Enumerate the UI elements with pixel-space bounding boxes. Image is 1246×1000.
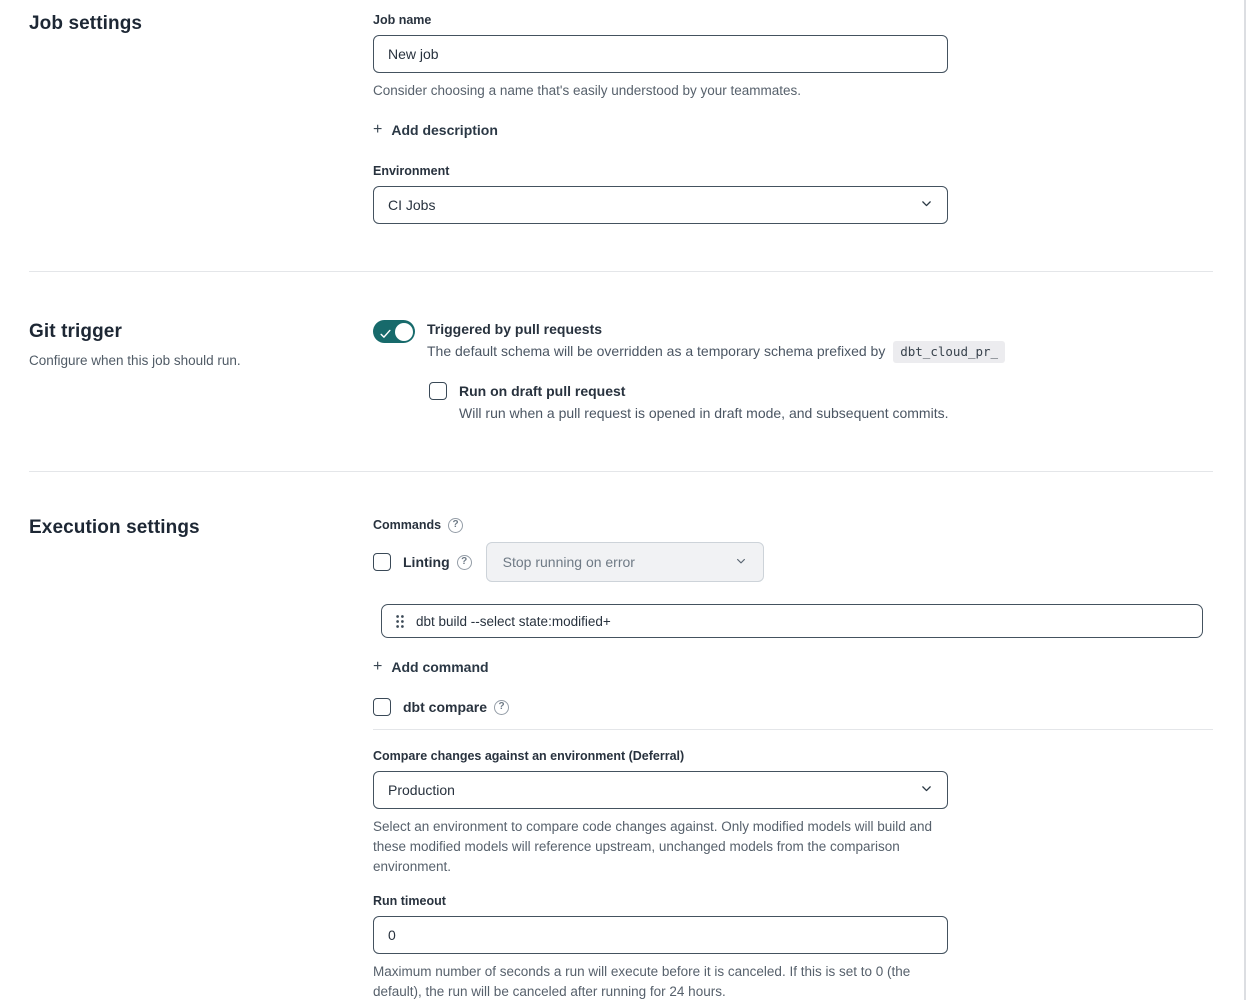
- git-trigger-subtitle: Configure when this job should run.: [29, 353, 241, 368]
- add-command-button[interactable]: [373, 658, 489, 676]
- pr-trigger-row: [373, 320, 1213, 362]
- section-git-trigger: [29, 271, 1213, 471]
- drag-handle-icon[interactable]: [395, 614, 405, 629]
- chevron-down-icon: [920, 197, 933, 213]
- environment-select-value: CI Jobs: [388, 197, 436, 213]
- dbt-compare-checkbox[interactable]: [373, 698, 391, 716]
- plus-icon: +: [373, 658, 383, 675]
- draft-pr-description: Will run when a pull request is opened in draft mode, and subsequent commits.: [459, 405, 949, 421]
- job-name-input[interactable]: [373, 35, 948, 73]
- pr-trigger-text: [427, 320, 1005, 362]
- job-name-helper: Consider choosing a name that's easily understood by your teammates.: [373, 83, 802, 98]
- deferral-helper: Select an environment to compare code changes against. Only modified models will build and these modified models will reference upstream, unchanged models from the comparison environment.: [373, 819, 933, 874]
- linting-behavior-value: Stop running on error: [502, 554, 635, 570]
- draft-pr-row: [429, 382, 1213, 423]
- deferral-select[interactable]: [373, 771, 948, 809]
- job-settings-left-col: [29, 12, 373, 224]
- add-description-button[interactable]: [373, 121, 498, 139]
- execution-settings-title: Execution settings: [29, 517, 200, 538]
- page-content: [29, 0, 1213, 1000]
- toggle-knob: [395, 323, 413, 341]
- draft-pr-text: [459, 382, 949, 423]
- deferral-select-value: Production: [388, 782, 455, 798]
- pr-trigger-description: [427, 341, 1005, 362]
- commands-help-icon[interactable]: ?: [448, 518, 463, 533]
- pr-trigger-toggle[interactable]: [373, 320, 415, 343]
- section-job-settings: [29, 0, 1213, 271]
- draft-pr-label: Run on draft pull request: [459, 383, 626, 399]
- linting-row: [373, 542, 1213, 582]
- pr-trigger-description-text: The default schema will be overridden as a temporary schema prefixed by: [427, 343, 886, 359]
- job-name-label: Job name: [373, 13, 432, 27]
- pr-trigger-label: Triggered by pull requests: [427, 321, 603, 337]
- commands-label-row: [373, 517, 463, 533]
- chevron-down-icon: [920, 782, 933, 798]
- linting-behavior-select[interactable]: [486, 542, 764, 582]
- command-input[interactable]: [416, 614, 1189, 629]
- execution-settings-right-col: [373, 516, 1213, 1000]
- dbt-compare-label: dbt compare: [403, 699, 488, 715]
- commands-label: Commands: [373, 518, 442, 532]
- checkmark-icon: [380, 326, 391, 344]
- run-timeout-input[interactable]: [373, 916, 948, 954]
- linting-label: Linting: [403, 554, 450, 570]
- linting-checkbox[interactable]: [373, 553, 391, 571]
- plus-icon: +: [373, 121, 383, 138]
- git-trigger-right-col: [373, 320, 1213, 423]
- dbt-compare-help-icon[interactable]: ?: [494, 700, 509, 715]
- linting-help-icon[interactable]: ?: [457, 555, 472, 570]
- environment-select[interactable]: [373, 186, 948, 224]
- dbt-compare-row: [373, 698, 1213, 716]
- environment-label: Environment: [373, 164, 450, 178]
- run-timeout-label: Run timeout: [373, 894, 446, 908]
- pr-schema-prefix-chip: dbt_cloud_pr_: [893, 341, 1005, 363]
- command-row: [381, 604, 1203, 638]
- git-trigger-title: Git trigger: [29, 321, 122, 342]
- add-command-label: Add command: [391, 659, 489, 675]
- deferral-label: Compare changes against an environment (Deferral): [373, 749, 685, 763]
- draft-pr-checkbox[interactable]: [429, 382, 447, 400]
- execution-divider: [373, 729, 1213, 730]
- run-timeout-helper: Maximum number of seconds a run will execute before it is canceled. If this is set to 0 (the default), the run will be canceled after running for 24 hours.: [373, 964, 911, 999]
- add-description-label: Add description: [391, 122, 498, 138]
- execution-settings-left-col: [29, 516, 373, 1000]
- job-settings-right-col: [373, 12, 1213, 224]
- section-execution-settings: [29, 471, 1213, 1000]
- git-trigger-left-col: [29, 320, 373, 423]
- job-settings-title: Job settings: [29, 13, 143, 34]
- chevron-down-icon: [735, 554, 747, 570]
